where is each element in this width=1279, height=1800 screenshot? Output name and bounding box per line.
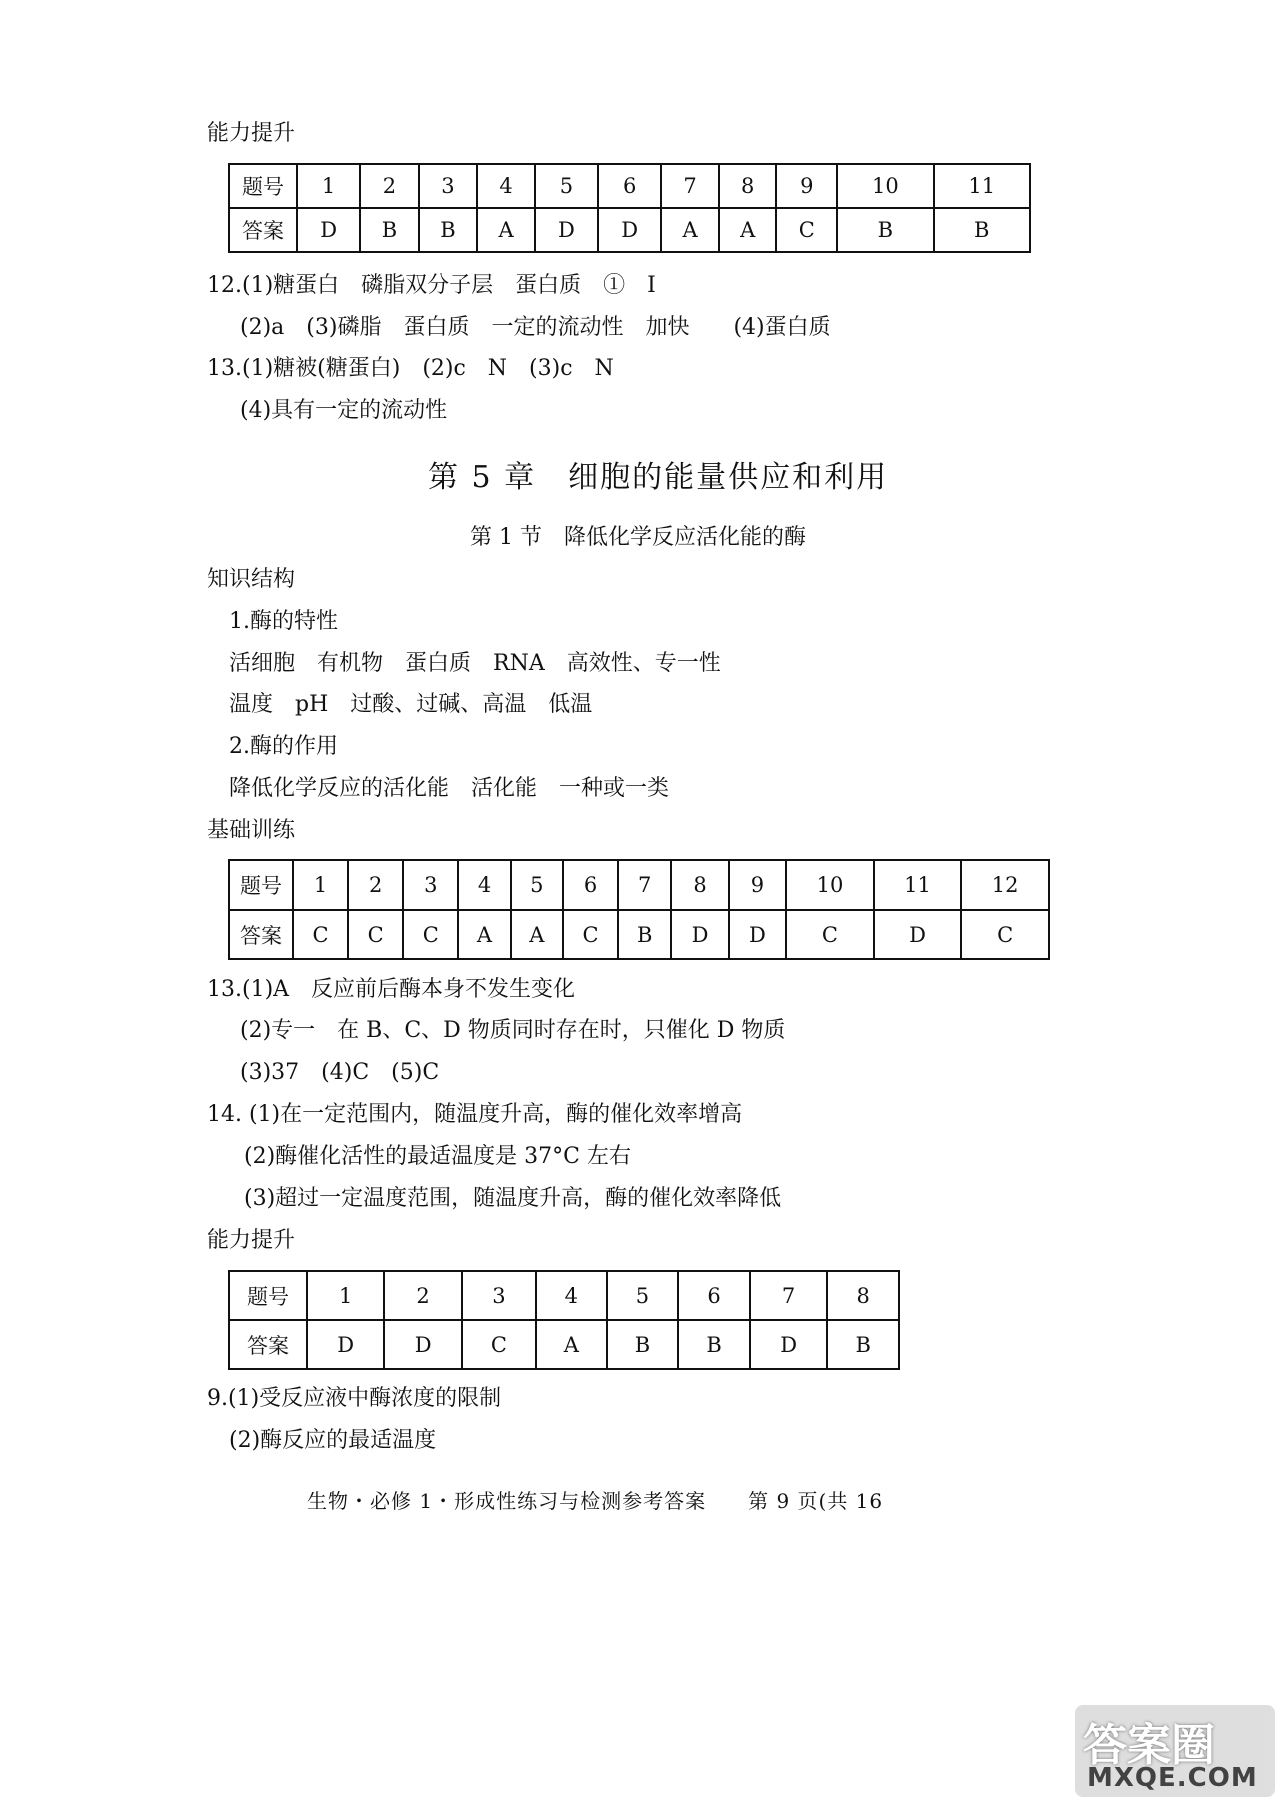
answer-cell: A [661,208,719,252]
answer-cell: C [961,910,1049,959]
answer-cell: A [719,208,777,252]
answer-cell: B [934,208,1030,252]
answer-line-b13-2: (2)专一 在 B、C、D 物质同时存在时，只催化 D 物质 [240,1018,786,1043]
watermark-text: 答案圈 [1083,1720,1215,1771]
answer-line-b13-3: (3)37 (4)C (5)C [240,1060,440,1085]
row-label-number: 题号 [229,860,293,910]
question-number-cell: 1 [293,860,348,910]
answer-cell: D [297,208,360,252]
answer-line-b14-2: (2)酶催化活性的最适温度是 37°C 左右 [244,1144,631,1169]
page-footer: 生物・必修 1・形成性练习与检测参考答案 第 9 页(共 16 [307,1489,884,1513]
answer-line-q12-1: 12.(1)糖蛋白 磷脂双分子层 蛋白质 ① Ⅰ [207,273,656,298]
question-number-cell: 7 [661,164,719,208]
question-number-cell: 10 [786,860,874,910]
answer-cell: B [607,1320,679,1369]
answer-cell: B [419,208,478,252]
question-number-cell: 1 [297,164,360,208]
table-row-numbers [229,1271,899,1320]
answer-table-basic [228,859,1050,960]
answer-cell: B [678,1320,750,1369]
answer-cell: D [535,208,598,252]
answer-cell: B [827,1320,899,1369]
table-row-answers [229,208,1030,252]
section-title: 第 1 节 降低化学反应活化能的酶 [470,525,806,550]
ability-heading-1: 能力提升 [207,121,296,146]
question-number-cell: 5 [511,860,563,910]
table-row-numbers [229,164,1030,208]
question-number-cell: 2 [384,1271,461,1320]
question-number-cell: 7 [750,1271,827,1320]
answer-cell: D [671,910,728,959]
answer-cell: D [598,208,661,252]
answer-cell: C [403,910,458,959]
question-number-cell: 8 [827,1271,899,1320]
question-number-cell: 3 [403,860,458,910]
question-number-cell: 8 [719,164,777,208]
answer-cell: D [729,910,786,959]
answer-cell: A [477,208,535,252]
answer-table-ability-1 [228,163,1031,253]
question-number-cell: 2 [360,164,419,208]
question-number-cell: 4 [536,1271,607,1320]
row-label-answer: 答案 [229,1320,307,1369]
answer-cell: C [293,910,348,959]
question-number-cell: 10 [837,164,933,208]
knowledge-line-3: 温度 pH 过酸、过碱、高温 低温 [229,692,593,717]
question-number-cell: 3 [419,164,478,208]
question-number-cell: 2 [348,860,403,910]
row-label-answer: 答案 [229,910,293,959]
row-label-answer: 答案 [229,208,297,252]
answer-cell: D [384,1320,461,1369]
answer-cell: C [462,1320,536,1369]
answer-table-ability-2 [228,1270,900,1370]
knowledge-line-4: 2.酶的作用 [229,734,338,759]
table-row-answers [229,910,1049,959]
answer-cell: B [837,208,933,252]
answer-line-b14-1: 14. (1)在一定范围内，随温度升高，酶的催化效率增高 [207,1102,743,1127]
knowledge-line-2: 活细胞 有机物 蛋白质 RNA 高效性、专一性 [229,651,721,676]
watermark-url: MXQE.COM [1087,1763,1258,1793]
table-row-numbers [229,860,1049,910]
question-number-cell: 6 [563,860,618,910]
knowledge-line-1: 1.酶的特性 [229,609,338,634]
answer-line-q13-1: 13.(1)糖被(糖蛋白) (2)c N (3)c N [207,356,614,381]
question-number-cell: 8 [671,860,728,910]
answer-cell: A [511,910,563,959]
question-number-cell: 4 [458,860,510,910]
answer-cell: A [536,1320,607,1369]
answer-cell: C [776,208,837,252]
question-number-cell: 6 [598,164,661,208]
question-number-cell: 9 [776,164,837,208]
answer-line-b14-3: (3)超过一定温度范围，随温度升高，酶的催化效率降低 [244,1186,782,1211]
answer-line-q12-2: (2)a (3)磷脂 蛋白质 一定的流动性 加快 (4)蛋白质 [240,315,831,340]
knowledge-heading: 知识结构 [207,567,296,592]
question-number-cell: 4 [477,164,535,208]
ability-heading-2: 能力提升 [207,1228,296,1253]
question-number-cell: 5 [607,1271,679,1320]
answer-cell: B [618,910,671,959]
question-number-cell: 12 [961,860,1049,910]
row-label-number: 题号 [229,1271,307,1320]
answer-cell: D [750,1320,827,1369]
knowledge-line-5: 降低化学反应的活化能 活化能 一种或一类 [229,776,670,801]
question-number-cell: 3 [462,1271,536,1320]
watermark-logo [1075,1705,1275,1797]
question-number-cell: 9 [729,860,786,910]
answer-cell: D [874,910,962,959]
answer-line-b13-1: 13.(1)A 反应前后酶本身不发生变化 [207,977,576,1002]
question-number-cell: 1 [307,1271,384,1320]
question-number-cell: 5 [535,164,598,208]
chapter-title: 第 5 章 细胞的能量供应和利用 [428,460,889,495]
answer-cell: B [360,208,419,252]
answer-cell: C [348,910,403,959]
question-number-cell: 11 [934,164,1030,208]
answer-line-q13-2: (4)具有一定的流动性 [240,398,448,423]
question-number-cell: 7 [618,860,671,910]
question-number-cell: 6 [678,1271,750,1320]
answer-cell: C [786,910,874,959]
answer-line-a9-2: (2)酶反应的最适温度 [229,1428,437,1453]
question-number-cell: 11 [874,860,962,910]
table-row-answers [229,1320,899,1369]
answer-cell: D [307,1320,384,1369]
answer-cell: C [563,910,618,959]
answer-line-a9-1: 9.(1)受反应液中酶浓度的限制 [207,1386,502,1411]
row-label-number: 题号 [229,164,297,208]
answer-cell: A [458,910,510,959]
basic-training-heading: 基础训练 [207,818,296,843]
